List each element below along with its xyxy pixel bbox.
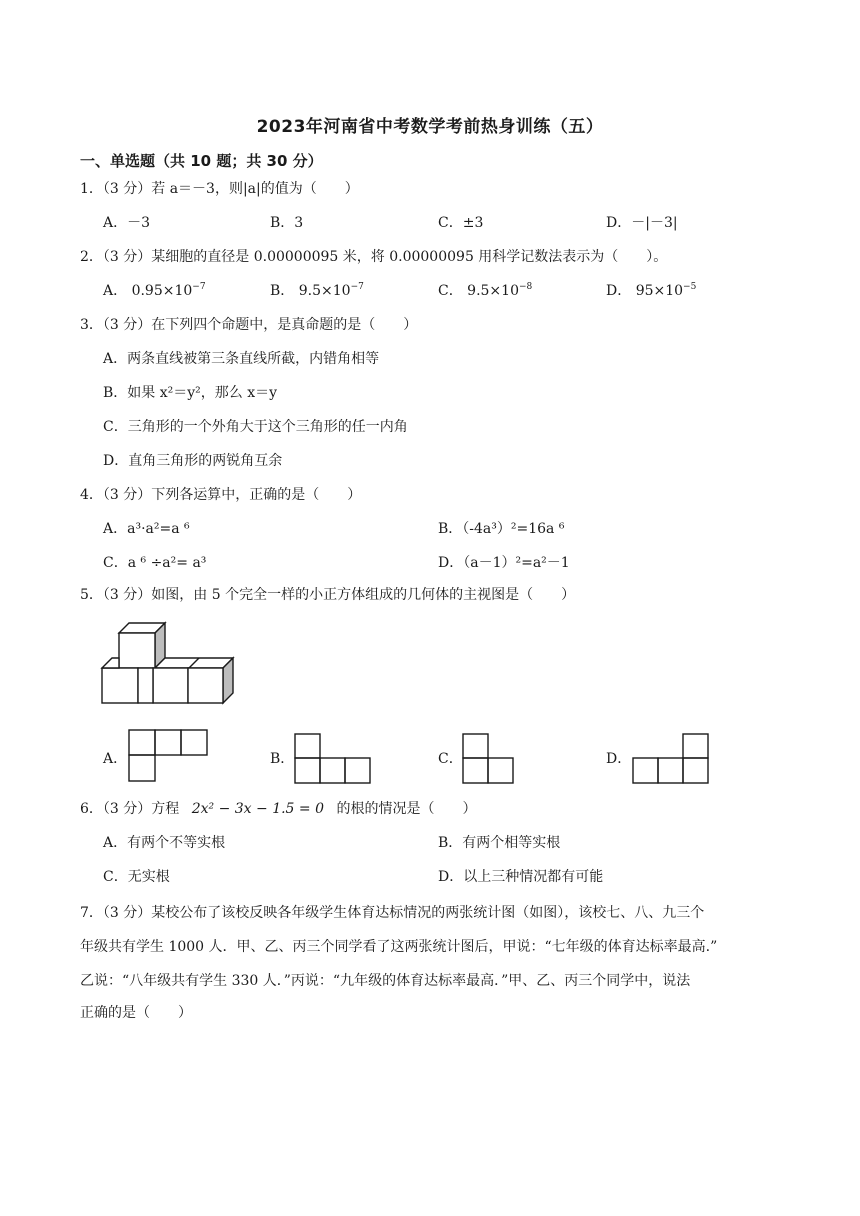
q6-option-b[interactable]: B．有两个相等实根	[438, 835, 561, 851]
q6-option-d[interactable]: D．以上三种情况都有可能	[438, 869, 604, 885]
question-7-line-2: 年级共有学生 1000 人．甲、乙、丙三个同学看了这两张统计图后，甲说：“七年级的体育达标率最高.”	[80, 939, 718, 955]
q2-option-c-label: C．	[438, 283, 463, 299]
q5-option-c-figure[interactable]	[462, 733, 518, 785]
q2-option-c-exponent: −8	[518, 282, 533, 292]
q6-stem-suffix: 的根的情况是（ ）	[336, 801, 477, 817]
q2-option-d-label: D．	[606, 283, 632, 299]
q5-option-a-figure[interactable]	[128, 729, 210, 783]
q2-option-a-label: A．	[103, 283, 128, 299]
q5-option-d[interactable]: D．	[606, 751, 632, 767]
q4-option-b[interactable]: B．（-4a³）²=16a ⁶	[438, 521, 565, 537]
q2-option-c-base: 9.5×10	[467, 283, 519, 299]
q4-option-d[interactable]: D．（a－1）²=a²－1	[438, 555, 570, 571]
q2-option-a-exponent: −7	[192, 282, 206, 292]
q4-option-a[interactable]: A．a³·a²=a ⁶	[103, 521, 190, 537]
q3-option-d[interactable]: D．直角三角形的两锐角互余	[103, 453, 283, 469]
question-3-stem: 3．（3 分）在下列四个命题中，是真命题的是（ ）	[80, 317, 418, 333]
q6-option-a[interactable]: A．有两个不等实根	[103, 835, 226, 851]
question-2-stem: 2．（3 分）某细胞的直径是 0.00000095 米，将 0.00000095 用科学记数法表示为（ ）。	[80, 249, 668, 265]
q2-option-d-exponent: −5	[683, 282, 697, 292]
q1-option-d[interactable]: D．－|－3|	[606, 215, 678, 231]
question-7-line-3: 乙说：“八年级共有学生 330 人．”丙说：“九年级的体育达标率最高．”甲、乙、丙三个同学中，说法	[80, 973, 691, 989]
question-7-line-4: 正确的是（ ）	[80, 1005, 192, 1021]
q5-option-a[interactable]: A．	[103, 751, 128, 767]
q2-option-b-exponent: −7	[350, 282, 364, 292]
q2-option-d-base: 95×10	[635, 283, 684, 299]
q2-option-d[interactable]	[606, 282, 696, 300]
q3-option-b[interactable]: B．如果 x²＝y²，那么 x＝y	[103, 385, 278, 401]
q6-stem-prefix: 6．（3 分）方程	[80, 801, 180, 817]
q5-option-b-figure[interactable]	[294, 733, 374, 785]
q3-option-c[interactable]: C．三角形的一个外角大于这个三角形的任一内角	[103, 419, 408, 435]
q6-option-c[interactable]: C．无实根	[103, 869, 170, 885]
q1-option-c[interactable]: C．±3	[438, 215, 484, 231]
cube-solid-figure	[100, 620, 236, 714]
q2-option-c[interactable]	[438, 282, 532, 300]
q5-option-d-figure[interactable]	[632, 733, 712, 785]
question-1-stem: 1．（3 分）若 a＝－3，则|a|的值为（ ）	[80, 181, 359, 197]
q5-option-b[interactable]: B．	[270, 751, 295, 767]
q5-option-c[interactable]: C．	[438, 751, 463, 767]
q2-option-a-base: 0.95×10	[131, 283, 193, 299]
q1-option-a[interactable]: A．－3	[103, 215, 151, 231]
q1-option-b[interactable]: B．3	[270, 215, 304, 231]
question-7-line-1: 7．（3 分）某校公布了该校反映各年级学生体育达标情况的两张统计图（如图），该校七、八、九三个	[80, 905, 705, 921]
question-5-stem: 5．（3 分）如图，由 5 个完全一样的小正方体组成的几何体的主视图是（ ）	[80, 587, 576, 603]
question-4-stem: 4．（3 分）下列各运算中，正确的是（ ）	[80, 487, 362, 503]
question-6-stem	[80, 800, 476, 818]
q2-option-b[interactable]	[270, 282, 364, 300]
q2-option-b-base: 9.5×10	[298, 283, 351, 299]
section-heading: 一、单选题（共 10 题；共 30 分）	[80, 152, 323, 170]
q6-equation: 2x² − 3x − 1.5 = 0	[191, 801, 325, 817]
q3-option-a[interactable]: A．两条直线被第三条直线所截，内错角相等	[103, 351, 380, 367]
q2-option-b-label: B．	[270, 283, 295, 299]
page-title: 2023年河南省中考数学考前热身训练（五）	[256, 117, 604, 137]
q4-option-c[interactable]: C．a ⁶ ÷a²= a³	[103, 555, 207, 571]
q2-option-a[interactable]	[103, 282, 206, 300]
